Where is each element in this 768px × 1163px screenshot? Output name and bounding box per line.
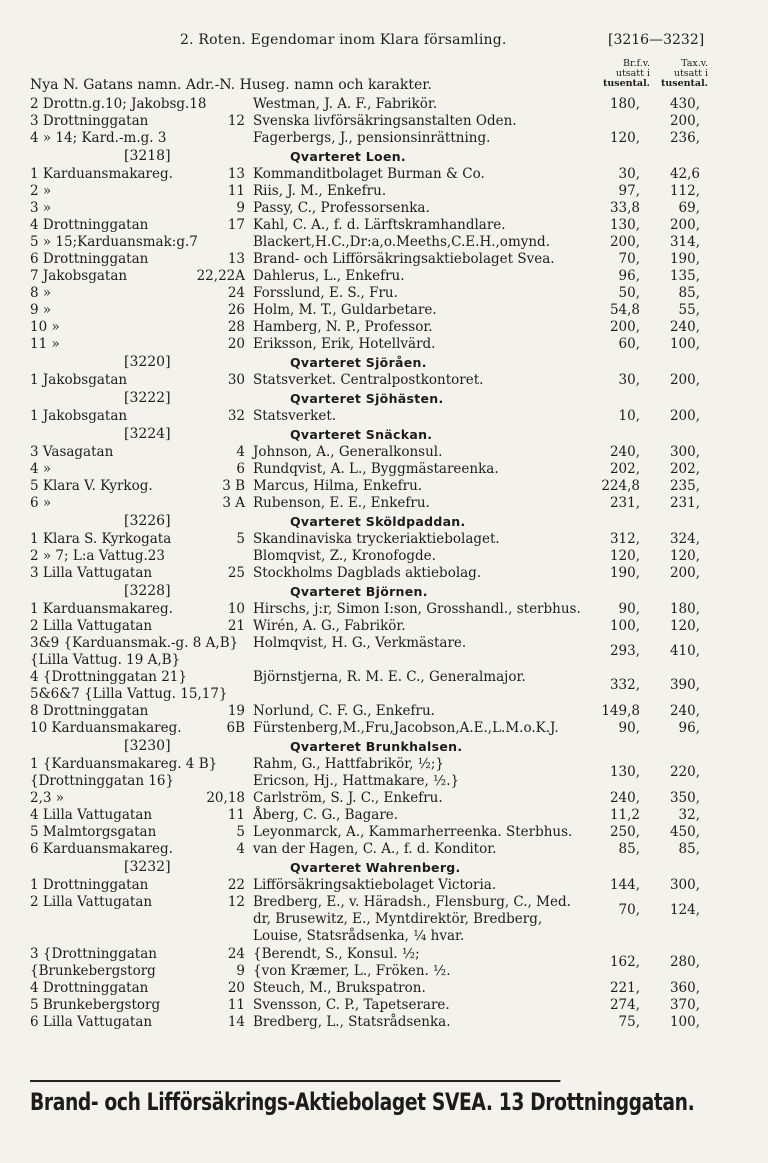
property-owner: Björnstjerna, R. M. E. C., Generalmajor. [253, 669, 526, 685]
col-v2-line1: Tax.v. [681, 58, 708, 69]
fire-insurance-value: 231, [609, 495, 640, 511]
property-row [0, 669, 768, 703]
property-row [0, 1014, 768, 1031]
property-owner: Eriksson, Erik, Hotellvärd. [253, 336, 436, 352]
property-address: 2 Drottn.g.10; Jakobsg.18 [30, 96, 207, 112]
property-row [0, 807, 768, 824]
property-row [0, 618, 768, 635]
property-row [0, 444, 768, 461]
fire-insurance-value: 144, [609, 877, 640, 893]
block-heading [0, 582, 768, 601]
tax-value: 370, [669, 997, 700, 1013]
tax-value: 135, [669, 268, 700, 284]
fire-insurance-value: 10, [618, 408, 640, 424]
property-row [0, 894, 768, 946]
property-address-line2: {Brunkebergstorg [30, 963, 156, 979]
block-heading [0, 353, 768, 372]
property-owner: Holm, M. T., Guldarbetare. [253, 302, 437, 318]
tax-value: 200, [669, 217, 700, 233]
property-row [0, 531, 768, 548]
property-owner: Bredberg, L., Statsrådsenka. [253, 1014, 451, 1030]
property-owner: Brand- och Lifförsäkringsaktiebolaget Svea. [253, 251, 555, 267]
property-number: 32 [227, 408, 245, 424]
property-number: 24 [227, 285, 245, 301]
tax-value: 85, [678, 285, 700, 301]
tax-value: 32, [678, 807, 700, 823]
property-number-line2: 9 [236, 963, 245, 979]
property-address: 7 Jakobsgatan [30, 268, 128, 284]
tax-value: 410, [669, 643, 700, 659]
property-row [0, 635, 768, 669]
fire-insurance-value: 54,8 [609, 302, 640, 318]
property-number: 24 [227, 946, 245, 962]
property-number: 14 [227, 1014, 245, 1030]
tax-value: 231, [669, 495, 700, 511]
property-address: 1 Klara S. Kyrkogata [30, 531, 172, 547]
tax-value: 100, [669, 336, 700, 352]
fire-insurance-value: 202, [609, 461, 640, 477]
tax-value: 240, [669, 703, 700, 719]
property-row [0, 548, 768, 565]
property-row [0, 997, 768, 1014]
fire-insurance-value: 149,8 [601, 703, 640, 719]
col-v1-line1: Br.f.v. [623, 58, 650, 69]
property-number: 5 [236, 824, 245, 840]
property-row [0, 200, 768, 217]
property-row [0, 841, 768, 858]
col-v1-line2: utsatt i [615, 68, 650, 79]
property-address: 1 Karduansmakareg. [30, 601, 173, 617]
property-number: 6B [226, 720, 245, 736]
property-owner: Fürstenberg,M.,Fru,Jacobson,A.E.,L.M.o.K.J. [253, 720, 559, 736]
property-owner: Johnson, A., Generalkonsul. [253, 444, 443, 460]
property-address: 1 Drottninggatan [30, 877, 149, 893]
block-name: Qvarteret Loen. [290, 149, 406, 164]
property-row [0, 703, 768, 720]
block-heading [0, 425, 768, 444]
block-number: [3220] [124, 354, 171, 370]
property-owner: Hamberg, N. P., Professor. [253, 319, 433, 335]
property-row [0, 96, 768, 113]
property-row [0, 268, 768, 285]
fire-insurance-value: 70, [618, 902, 640, 918]
property-owner: Carlström, S. J. C., Enkefru. [253, 790, 443, 806]
property-owner-line2: {von Kræmer, L., Fröken. ½. [253, 963, 451, 979]
property-owner: Forsslund, E. S., Fru. [253, 285, 398, 301]
tax-value: 300, [669, 444, 700, 460]
property-number: 20 [227, 336, 245, 352]
property-row [0, 113, 768, 130]
property-owner: Steuch, M., Brukspatron. [253, 980, 426, 996]
tax-value: 350, [669, 790, 700, 806]
tax-value: 200, [669, 565, 700, 581]
property-address: 6 Karduansmakareg. [30, 841, 173, 857]
tax-value: 240, [669, 319, 700, 335]
tax-value: 112, [669, 183, 700, 199]
fire-insurance-value: 50, [618, 285, 640, 301]
fire-insurance-value: 293, [609, 643, 640, 659]
page-title: 2. Roten. Egendomar inom Klara församling. [180, 32, 507, 48]
property-row [0, 790, 768, 807]
property-owner: Riis, J. M., Enkefru. [253, 183, 387, 199]
property-address: 2 Lilla Vattugatan [30, 894, 153, 910]
fire-insurance-value: 70, [618, 251, 640, 267]
tax-value: 180, [669, 601, 700, 617]
tax-value: 190, [669, 251, 700, 267]
property-address: 6 Lilla Vattugatan [30, 1014, 153, 1030]
property-row [0, 756, 768, 790]
property-number: 12 [227, 894, 245, 910]
property-address: 1 Karduansmakareg. [30, 166, 173, 182]
fire-insurance-value: 11,2 [609, 807, 640, 823]
property-owner: Westman, J. A. F., Fabrikör. [253, 96, 438, 112]
property-address: 5 » 15;Karduansmak:g.7 [30, 234, 198, 250]
property-address: 8 Drottninggatan [30, 703, 149, 719]
property-address: 2 Lilla Vattugatan [30, 618, 153, 634]
property-row [0, 461, 768, 478]
block-number: [3232] [124, 859, 171, 875]
property-row [0, 319, 768, 336]
property-row [0, 285, 768, 302]
block-heading [0, 858, 768, 877]
property-number: 11 [227, 807, 245, 823]
property-address: 3 Drottninggatan [30, 113, 149, 129]
property-owner: Kommanditbolaget Burman & Co. [253, 166, 485, 182]
tax-value: 235, [669, 478, 700, 494]
property-row [0, 495, 768, 512]
property-address: 2 » [30, 183, 52, 199]
tax-value: 200, [669, 113, 700, 129]
property-number: 5 [236, 531, 245, 547]
col-v2-line3: tusental. [660, 78, 708, 89]
tax-value: 69, [678, 200, 700, 216]
fire-insurance-value: 120, [609, 548, 640, 564]
tax-value: 85, [678, 841, 700, 857]
tax-value: 42,6 [669, 166, 700, 182]
block-name: Qvarteret Björnen. [290, 584, 428, 599]
fire-insurance-value: 130, [609, 217, 640, 233]
property-owner: Skandinaviska tryckeriaktiebolaget. [253, 531, 500, 547]
property-owner: Blackert,H.C.,Dr:a,o.Meeths,C.E.H.,omynd. [253, 234, 550, 250]
fire-insurance-value: 75, [618, 1014, 640, 1030]
property-address: 6 Drottninggatan [30, 251, 149, 267]
tax-value: 360, [669, 980, 700, 996]
tax-value: 390, [669, 677, 700, 693]
property-address: 10 Karduansmakareg. [30, 720, 182, 736]
property-address: 1 {Karduansmakareg. 4 B} [30, 756, 218, 772]
property-address-line2: {Lilla Vattug. 19 A,B} [30, 652, 181, 668]
property-address: 10 » [30, 319, 60, 335]
tax-value: 280, [669, 954, 700, 970]
block-name: Qvarteret Wahrenberg. [290, 860, 461, 875]
property-owner: Marcus, Hilma, Enkefru. [253, 478, 423, 494]
property-row [0, 980, 768, 997]
property-number: 3 A [222, 495, 245, 511]
property-row [0, 130, 768, 147]
property-number: 11 [227, 997, 245, 1013]
property-row [0, 478, 768, 495]
property-address: 4 Drottninggatan [30, 980, 149, 996]
fire-insurance-value: 200, [609, 319, 640, 335]
tax-value: 120, [669, 548, 700, 564]
property-number: 9 [236, 200, 245, 216]
property-number: 20 [227, 980, 245, 996]
property-address: 2 » 7; L:a Vattug.23 [30, 548, 165, 564]
property-address: 11 » [30, 336, 60, 352]
tax-value: 202, [669, 461, 700, 477]
tax-value: 55, [678, 302, 700, 318]
property-address: 8 » [30, 285, 52, 301]
property-list [0, 96, 768, 1031]
property-number: 25 [227, 565, 245, 581]
property-owner: Norlund, C. F. G., Enkefru. [253, 703, 435, 719]
property-number: 4 [236, 841, 245, 857]
property-number: 13 [227, 251, 245, 267]
block-number: [3226] [124, 513, 171, 529]
property-row [0, 720, 768, 737]
property-row [0, 565, 768, 582]
property-owner: Bredberg, E., v. Häradsh., Flensburg, C., Med. [253, 894, 571, 910]
fire-insurance-value: 274, [609, 997, 640, 1013]
property-number: 6 [236, 461, 245, 477]
property-owner: Svenska livförsäkringsanstalten Oden. [253, 113, 517, 129]
block-number: [3222] [124, 390, 171, 406]
fire-insurance-value: 162, [609, 954, 640, 970]
property-number: 20,18 [206, 790, 245, 806]
property-owner: Statsverket. [253, 408, 337, 424]
property-number: 22,22A [196, 268, 245, 284]
property-address: 4 Lilla Vattugatan [30, 807, 153, 823]
block-number: [3228] [124, 583, 171, 599]
property-row [0, 217, 768, 234]
property-number: 10 [227, 601, 245, 617]
tax-value: 124, [669, 902, 700, 918]
property-owner: Passy, C., Professorsenka. [253, 200, 430, 216]
property-row [0, 877, 768, 894]
property-row [0, 601, 768, 618]
tax-value: 100, [669, 1014, 700, 1030]
property-owner-line2: dr, Brusewitz, E., Myntdirektör, Bredberg, [253, 911, 543, 927]
block-heading [0, 147, 768, 166]
property-owner: {Berendt, S., Konsul. ½; [253, 946, 420, 962]
fire-insurance-value: 97, [618, 183, 640, 199]
property-address: 5 Brunkebergstorg [30, 997, 161, 1013]
property-address: 2,3 » [30, 790, 65, 806]
property-address: 4 {Drottninggatan 21} [30, 669, 187, 685]
property-number: 21 [227, 618, 245, 634]
property-address: 9 » [30, 302, 52, 318]
property-owner: Lifförsäkringsaktiebolaget Victoria. [253, 877, 497, 893]
property-owner: Rubenson, E. E., Enkefru. [253, 495, 430, 511]
fire-insurance-value: 96, [618, 268, 640, 284]
property-owner: Hirschs, j:r, Simon I:son, Grosshandl., sterbhus. [253, 601, 581, 617]
fire-insurance-value: 312, [609, 531, 640, 547]
property-number: 4 [236, 444, 245, 460]
property-number: 12 [227, 113, 245, 129]
fire-insurance-value: 90, [618, 720, 640, 736]
property-row [0, 408, 768, 425]
block-heading [0, 737, 768, 756]
block-number: [3224] [124, 426, 171, 442]
property-owner: Rahm, G., Hattfabrikör, ½;} [253, 756, 444, 772]
property-address: 3 {Drottninggatan [30, 946, 157, 962]
block-name: Qvarteret Sköldpaddan. [290, 514, 466, 529]
fire-insurance-value: 250, [609, 824, 640, 840]
col-v1-line3: tusental. [602, 78, 650, 89]
fire-insurance-value: 190, [609, 565, 640, 581]
property-owner: Dahlerus, L., Enkefru. [253, 268, 405, 284]
fire-insurance-value: 240, [609, 790, 640, 806]
fire-insurance-value: 60, [618, 336, 640, 352]
block-name: Qvarteret Snäckan. [290, 427, 433, 442]
tax-value: 324, [669, 531, 700, 547]
block-name: Qvarteret Sjöråen. [290, 355, 427, 370]
property-number: 11 [227, 183, 245, 199]
property-owner-line2: Ericson, Hj., Hattmakare, ½.} [253, 773, 460, 789]
property-number: 13 [227, 166, 245, 182]
block-heading [0, 389, 768, 408]
property-owner: Blomqvist, Z., Kronofogde. [253, 548, 436, 564]
property-owner: Kahl, C. A., f. d. Lärftskramhandlare. [253, 217, 506, 233]
column-header-taxvarde [648, 59, 708, 89]
property-owner: Åberg, C. G., Bagare. [253, 807, 399, 823]
property-address: 1 Jakobsgatan [30, 408, 128, 424]
property-number: 28 [227, 319, 245, 335]
property-address-line2: 5&6&7 {Lilla Vattug. 15,17} [30, 686, 228, 702]
fire-insurance-value: 90, [618, 601, 640, 617]
property-row [0, 183, 768, 200]
fire-insurance-value: 221, [609, 980, 640, 996]
fire-insurance-value: 130, [609, 764, 640, 780]
property-number: 26 [227, 302, 245, 318]
tax-value: 200, [669, 408, 700, 424]
property-address: 5 Malmtorgsgatan [30, 824, 157, 840]
property-address-line2: {Drottninggatan 16} [30, 773, 175, 789]
property-owner: Svensson, C. P., Tapetserare. [253, 997, 450, 1013]
property-number: 30 [227, 372, 245, 388]
block-name: Qvarteret Brunkhalsen. [290, 739, 463, 754]
tax-value: 430, [669, 96, 700, 112]
block-heading [0, 512, 768, 531]
fire-insurance-value: 120, [609, 130, 640, 146]
tax-value: 96, [678, 720, 700, 736]
fire-insurance-value: 85, [618, 841, 640, 857]
property-row [0, 824, 768, 841]
fire-insurance-value: 100, [609, 618, 640, 634]
property-owner-line3: Louise, Statsrådsenka, ¼ hvar. [253, 928, 465, 944]
property-owner: Fagerbergs, J., pensionsinrättning. [253, 130, 491, 146]
block-name: Qvarteret Sjöhästen. [290, 391, 444, 406]
property-row [0, 372, 768, 389]
property-number: 19 [227, 703, 245, 719]
tax-value: 120, [669, 618, 700, 634]
property-number: 3 B [222, 478, 245, 494]
property-owner: Statsverket. Centralpostkontoret. [253, 372, 484, 388]
fire-insurance-value: 30, [618, 166, 640, 182]
property-address: 6 » [30, 495, 52, 511]
property-owner: van der Hagen, C. A., f. d. Konditor. [253, 841, 497, 857]
property-address: 3 Lilla Vattugatan [30, 565, 153, 581]
property-row [0, 946, 768, 980]
col-v2-line2: utsatt i [673, 68, 708, 79]
block-number: [3218] [124, 148, 171, 164]
property-row [0, 166, 768, 183]
fire-insurance-value: 33,8 [609, 200, 640, 216]
fire-insurance-value: 30, [618, 372, 640, 388]
block-number: [3230] [124, 738, 171, 754]
property-address: 5 Klara V. Kyrkog. [30, 478, 153, 494]
fire-insurance-value: 332, [609, 677, 640, 693]
tax-value: 236, [669, 130, 700, 146]
property-row [0, 302, 768, 319]
property-number: 17 [227, 217, 245, 233]
property-owner: Wirén, A. G., Fabrikör. [253, 618, 406, 634]
tax-value: 300, [669, 877, 700, 893]
advertisement-banner: Brand- och Lifförsäkrings-Aktiebolaget SVEA. 13 Drottninggatan. [30, 1080, 560, 1116]
column-header-brandvarde [590, 59, 650, 89]
property-owner: Leyonmarck, A., Kammarherreenka. Sterbhus. [253, 824, 573, 840]
tax-value: 450, [669, 824, 700, 840]
tax-value: 314, [669, 234, 700, 250]
property-address: 4 » [30, 461, 52, 477]
property-address: 3 Vasagatan [30, 444, 114, 460]
property-address: 4 Drottninggatan [30, 217, 149, 233]
property-row [0, 336, 768, 353]
fire-insurance-value: 240, [609, 444, 640, 460]
property-address: 1 Jakobsgatan [30, 372, 128, 388]
block-range: [3216—3232] [608, 32, 705, 48]
fire-insurance-value: 180, [609, 96, 640, 112]
property-address: 3 » [30, 200, 52, 216]
property-owner: Holmqvist, H. G., Verkmästare. [253, 635, 467, 651]
property-address: 3&9 {Karduansmak.-g. 8 A,B} [30, 635, 239, 651]
property-row [0, 234, 768, 251]
property-owner: Rundqvist, A. L., Byggmästareenka. [253, 461, 499, 477]
fire-insurance-value: 224,8 [601, 478, 640, 494]
column-titles: Nya N. Gatans namn. Adr.-N. Huseg. namn och karakter. [30, 77, 432, 93]
property-address: 4 » 14; Kard.-m.g. 3 [30, 130, 167, 146]
property-owner: Stockholms Dagblads aktiebolag. [253, 565, 482, 581]
fire-insurance-value: 200, [609, 234, 640, 250]
tax-value: 200, [669, 372, 700, 388]
property-row [0, 251, 768, 268]
property-number: 22 [227, 877, 245, 893]
tax-value: 220, [669, 764, 700, 780]
